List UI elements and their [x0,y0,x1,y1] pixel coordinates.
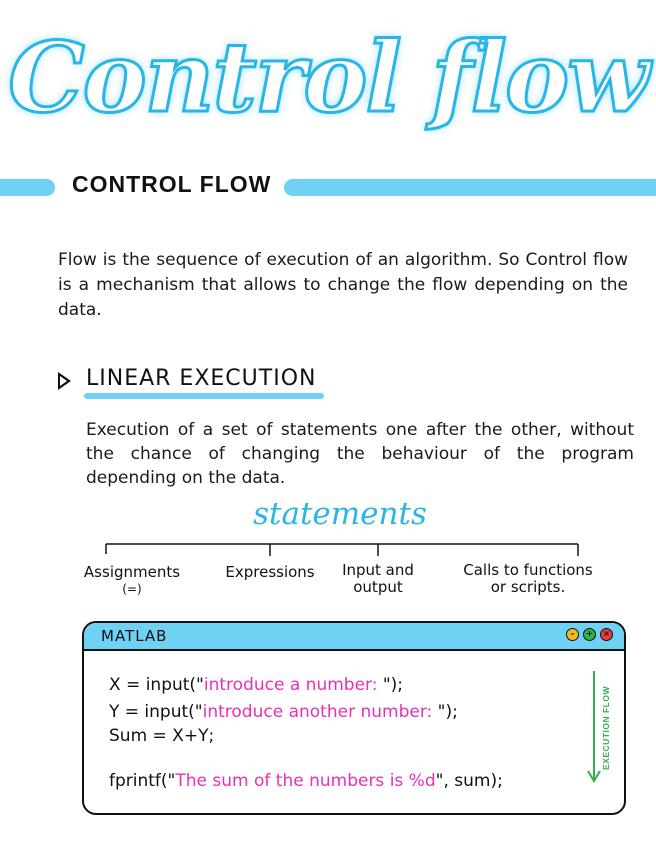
execution-flow-arrow-icon [586,667,602,787]
statement-expressions [214,564,326,581]
window-title-bar [84,623,624,651]
code-text: X = input(" [109,675,204,695]
section-heading: CONTROL FLOW [72,171,272,197]
statement-label: Expressions [225,563,315,581]
statement-label: Calls to functions [463,561,593,579]
matlab-window [82,621,626,815]
close-icon[interactable]: × [600,628,613,641]
statement-calls [446,562,610,596]
page-title: Control flow [8,21,648,134]
linear-execution-description: Execution of a set of statements one after the other, without the chance of changing the behaviour of the program depending on the data. [86,420,634,488]
linear-execution-heading: LINEAR EXECUTION [86,366,317,391]
statement-sublabel: or scripts. [490,578,566,596]
code-line [109,771,503,791]
statements-label: statements [253,496,427,532]
code-text: Sum = X+Y; [109,726,215,746]
maximize-icon[interactable]: + [583,628,596,641]
code-text: ", sum); [435,771,503,791]
code-string: introduce a number: [203,675,383,695]
code-line [109,726,214,746]
code-text: "); [382,675,404,695]
intro-paragraph: Flow is the sequence of execution of an algorithm. So Control flow is a mechanism that allows to change the flow depending on the data. [58,250,628,320]
statement-label: Assignments [83,563,181,581]
statement-label: Input and [342,561,414,579]
code-line [109,702,458,722]
window-title: MATLAB [101,627,168,645]
code-string: The sum of the numbers is %d [175,771,436,791]
code-text: Y = input(" [109,702,203,722]
execution-flow-label: EXECUTION FLOW [601,686,611,770]
statement-assignments [76,564,188,598]
statement-input-output [330,562,426,596]
code-string: introduce another number: [202,702,438,722]
code-text: fprintf(" [109,771,176,791]
code-text: "); [437,702,458,722]
minimize-icon[interactable]: – [566,628,579,641]
code-line [109,675,403,695]
statement-sublabel: output [353,578,403,596]
statement-sublabel: (=) [122,582,142,596]
